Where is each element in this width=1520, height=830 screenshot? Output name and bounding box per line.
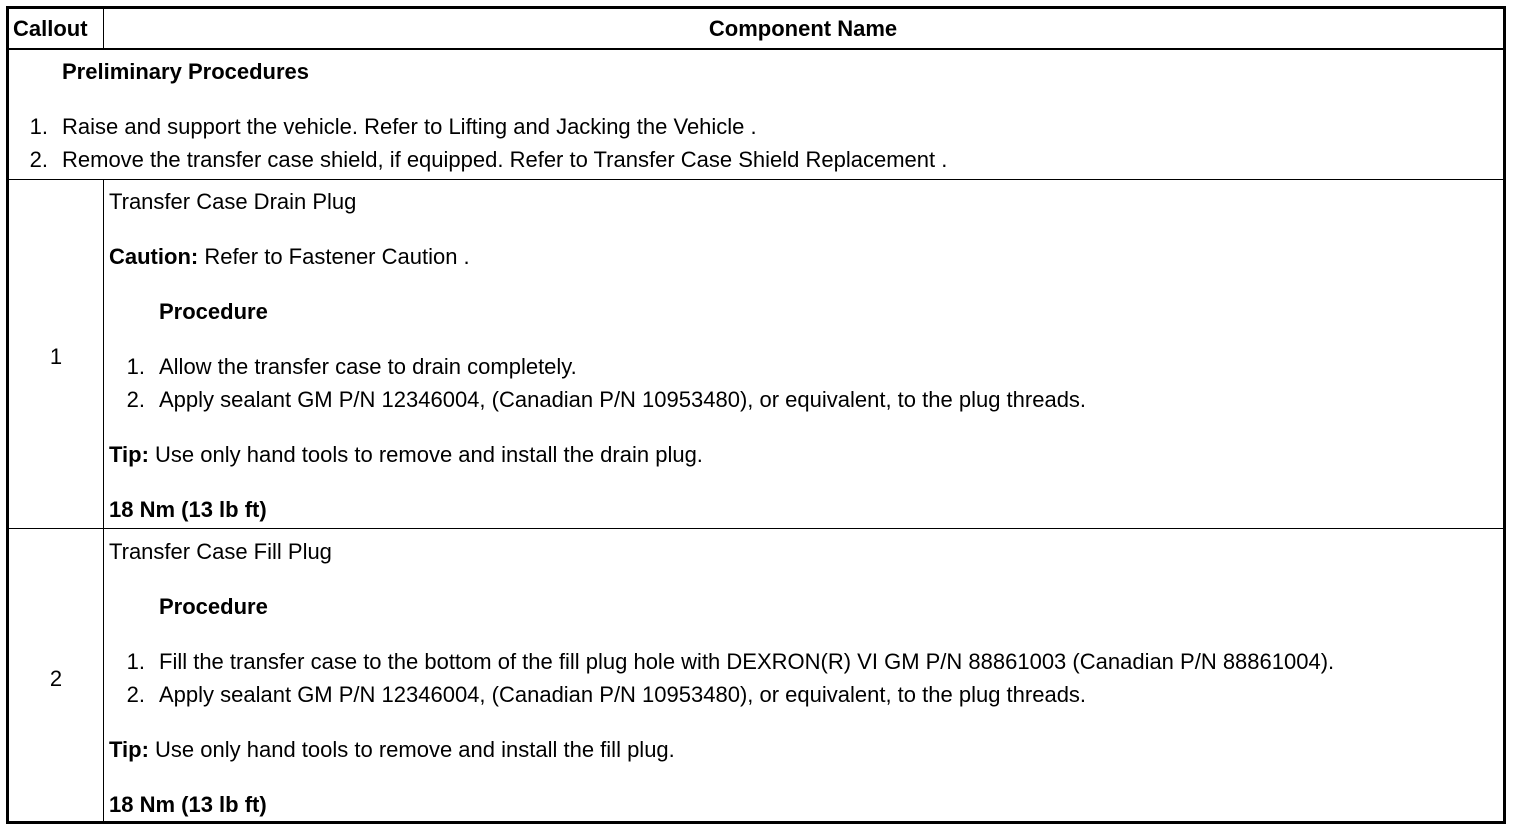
caution-note [109, 244, 470, 270]
torque-spec: 18 Nm (13 lb ft) [109, 497, 267, 522]
header-rule [9, 48, 1503, 50]
procedure-step-text: Apply sealant GM P/N 12346004, (Canadian P/N 10953480), or equivalent, to the plug threads. [159, 387, 1087, 412]
tip-label: Tip: [109, 442, 149, 467]
header-divider [103, 9, 104, 48]
procedure-table [6, 6, 1506, 824]
tip-note [109, 442, 703, 468]
torque-spec: 18 Nm (13 lb ft) [109, 792, 267, 817]
procedure-step-number: 1. [126, 354, 145, 379]
procedure-step-text: Allow the transfer case to drain completely. [159, 354, 577, 379]
column-divider [103, 179, 104, 824]
prelim-step-text: Raise and support the vehicle. Refer to Lifting and Jacking the Vehicle . [62, 114, 757, 139]
tip-label: Tip: [109, 737, 149, 762]
procedure-step-number: 1. [126, 649, 145, 674]
preliminary-title: Preliminary Procedures [62, 59, 310, 84]
procedure-step-number: 2. [126, 682, 145, 707]
callout-number: 1 [49, 344, 63, 369]
prelim-step-text: Remove the transfer case shield, if equipped. Refer to Transfer Case Shield Replacement . [62, 147, 948, 172]
row-separator [9, 528, 1503, 529]
procedure-title: Procedure [159, 594, 268, 619]
prelim-step-number: 2. [29, 147, 48, 172]
tip-text: Use only hand tools to remove and install the fill plug. [148, 737, 675, 762]
row-separator [9, 179, 1503, 180]
prelim-step-number: 1. [29, 114, 48, 139]
caution-label: Caution: [109, 244, 199, 269]
callout-number: 2 [49, 666, 63, 691]
tip-text: Use only hand tools to remove and install the drain plug. [148, 442, 703, 467]
procedure-title: Procedure [159, 299, 268, 324]
component-name: Transfer Case Fill Plug [109, 539, 332, 564]
procedure-step-number: 2. [126, 387, 145, 412]
callout-header: Callout [13, 16, 88, 41]
caution-text: Refer to Fastener Caution . [198, 244, 470, 269]
procedure-step-text: Fill the transfer case to the bottom of the fill plug hole with DEXRON(R) VI GM P/N 88861003 (Canadian P/N 88861004). [159, 649, 1335, 674]
component-name-header: Component Name [708, 16, 898, 41]
tip-note [109, 737, 675, 763]
component-name: Transfer Case Drain Plug [109, 189, 357, 214]
procedure-step-text: Apply sealant GM P/N 12346004, (Canadian P/N 10953480), or equivalent, to the plug threads. [159, 682, 1087, 707]
